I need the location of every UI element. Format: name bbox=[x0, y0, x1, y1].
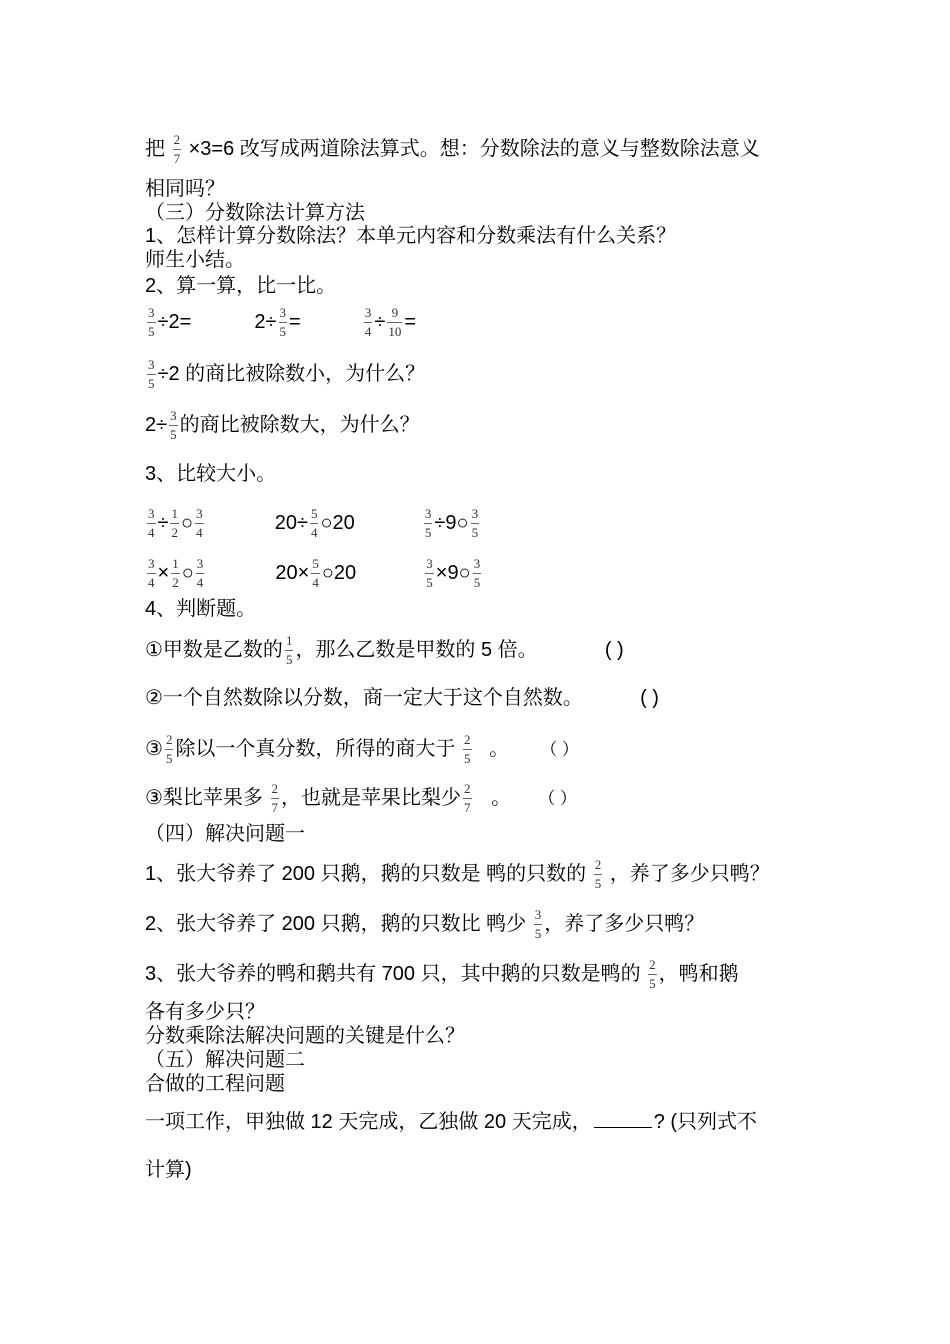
text: 20÷ bbox=[274, 511, 308, 534]
compare-circle: ○ bbox=[181, 561, 194, 584]
work-problem bbox=[145, 1110, 757, 1134]
compare-row-1 bbox=[145, 507, 481, 540]
problem-3-cont: 各有多少只？ bbox=[145, 1001, 265, 1023]
text: ，那么乙数是甲数的 5 倍。 bbox=[295, 638, 538, 661]
work-problem-cont: 计算) bbox=[145, 1159, 192, 1181]
fraction: $\frac{3}{5}$ bbox=[534, 907, 542, 941]
fraction: $\frac{2}{7}$ bbox=[271, 781, 278, 815]
fraction: $\frac{3}{5}$ bbox=[148, 305, 155, 339]
fraction: $\frac{2}{7}$ bbox=[464, 781, 471, 815]
text: 。 bbox=[491, 786, 512, 809]
work-problem-title: 合做的工程问题 bbox=[145, 1073, 285, 1095]
answer-bracket[interactable]: ( ) bbox=[640, 687, 659, 709]
text: = bbox=[289, 310, 301, 333]
section-five-heading: （五）解决问题二 bbox=[145, 1049, 305, 1071]
judge-item-3 bbox=[145, 733, 579, 766]
compare-circle: ○ bbox=[180, 511, 194, 534]
fraction: $\frac{3}{5}$ bbox=[473, 556, 481, 590]
fraction: $\frac{2}{5}$ bbox=[649, 957, 656, 991]
fraction: $\frac{3}{4}$ bbox=[196, 506, 203, 540]
quotient-question-a bbox=[145, 358, 425, 391]
text: ，鸭和鹅 bbox=[658, 962, 739, 985]
section-four-heading: （四）解决问题一 bbox=[145, 823, 305, 845]
text: 2÷ bbox=[145, 413, 168, 436]
fraction: $\frac{5}{4}$ bbox=[310, 506, 318, 540]
answer-bracket[interactable]: （ ） bbox=[540, 739, 579, 759]
answer-blank[interactable] bbox=[594, 1127, 652, 1128]
fraction: $\frac{3}{5}$ bbox=[471, 506, 479, 540]
quotient-question-b bbox=[145, 409, 420, 442]
problem-3 bbox=[145, 958, 739, 991]
judge-item-1 bbox=[145, 634, 624, 667]
key-question: 分数乘除法解决问题的关键是什么？ bbox=[145, 1025, 465, 1047]
text: 一项工作，甲独做 12 天完成，乙独做 20 天完成， bbox=[145, 1111, 592, 1133]
fraction: $\frac{3}{5}$ bbox=[424, 506, 432, 540]
fraction: $\frac{3}{4}$ bbox=[148, 506, 155, 540]
fraction: $\frac{3}{5}$ bbox=[279, 305, 287, 339]
text: ○20 bbox=[320, 511, 355, 534]
fraction: $\frac{2}{5}$ bbox=[594, 857, 602, 891]
calc-row bbox=[145, 306, 416, 339]
problem-1 bbox=[145, 858, 770, 891]
compare-heading: 3、比较大小。 bbox=[145, 463, 277, 485]
answer-bracket[interactable]: ( ) bbox=[604, 638, 624, 661]
text: ②一个自然数除以分数，商一定大于这个自然数。 bbox=[145, 687, 583, 709]
text: ③ bbox=[145, 737, 163, 760]
text: (只列式不 bbox=[664, 1111, 758, 1133]
fraction: $\frac{3}{4}$ bbox=[196, 556, 204, 590]
text: 2÷ bbox=[254, 310, 277, 333]
text: = bbox=[404, 310, 416, 333]
text: 除以一个真分数，所得的商大于 bbox=[175, 737, 456, 760]
answer-bracket[interactable]: （ ） bbox=[538, 788, 577, 808]
text: ，也就是苹果比梨少 bbox=[281, 786, 461, 809]
rewrite-question-line bbox=[145, 133, 760, 166]
section-three-heading: （三）分数除法计算方法 bbox=[145, 202, 365, 224]
text: ③梨比苹果多 bbox=[145, 786, 263, 809]
text: ×9○ bbox=[435, 561, 471, 584]
text: 的商比被除数大，为什么？ bbox=[179, 413, 420, 436]
text: ，养了多少只鸭？ bbox=[609, 862, 770, 885]
text: 3、张大爷养的鸭和鹅共有 700 只，其中鹅的只数是鸭的 bbox=[145, 962, 641, 985]
compare-row-2 bbox=[145, 557, 483, 590]
text: 2、张大爷养了 200 只鹅，鹅的只数比 鸭少 bbox=[145, 912, 527, 935]
text: 把 bbox=[145, 137, 165, 160]
fraction: $\frac{3}{4}$ bbox=[364, 305, 372, 339]
fraction: $\frac{3}{5}$ bbox=[170, 408, 177, 442]
judge-heading: 4、判断题。 bbox=[145, 598, 257, 620]
fraction: $\frac{1}{5}$ bbox=[285, 633, 293, 667]
text: ÷9○ bbox=[434, 511, 469, 534]
text: ÷ bbox=[157, 511, 169, 534]
fraction: $\frac{5}{4}$ bbox=[312, 556, 319, 590]
text: 。 bbox=[489, 737, 510, 760]
text: 1、张大爷养了 200 只鹅，鹅的只数是 鸭的只数的 bbox=[145, 862, 587, 885]
fraction: $\frac{2}{7}$ bbox=[173, 132, 181, 166]
fraction: $\frac{2}{5}$ bbox=[165, 732, 173, 766]
judge-item-4 bbox=[145, 782, 577, 815]
text: ÷2 的商比被除数小，为什么？ bbox=[157, 362, 426, 385]
fraction: $\frac{9}{10}$ bbox=[388, 305, 402, 339]
text: ，养了多少只鸭？ bbox=[544, 912, 705, 935]
judge-item-2 bbox=[145, 686, 659, 710]
text: ○20 bbox=[321, 561, 357, 584]
fraction: $\frac{3}{5}$ bbox=[426, 556, 433, 590]
text: ÷2= bbox=[157, 310, 192, 333]
text: ? bbox=[653, 1111, 665, 1133]
question-1: 1、怎样计算分数除法？本单元内容和分数乘法有什么关系？ bbox=[145, 225, 677, 247]
text: ÷ bbox=[374, 310, 386, 333]
text: ×3=6 改写成两道除法算式。想：分数除法的意义与整数除法意义 bbox=[188, 137, 760, 160]
fraction: $\frac{2}{5}$ bbox=[464, 732, 471, 766]
fraction: $\frac{1}{2}$ bbox=[171, 506, 178, 540]
fraction: $\frac{3}{5}$ bbox=[148, 357, 155, 391]
fraction: $\frac{3}{4}$ bbox=[148, 556, 155, 590]
text: 20× bbox=[275, 561, 310, 584]
text: × bbox=[157, 561, 170, 584]
question-2-heading: 2、算一算，比一比。 bbox=[145, 275, 337, 297]
fraction: $\frac{1}{2}$ bbox=[172, 556, 179, 590]
text: ①甲数是乙数的 bbox=[145, 638, 283, 661]
problem-2 bbox=[145, 908, 704, 941]
rewrite-question-cont: 相同吗？ bbox=[145, 178, 225, 200]
summary-line: 师生小结。 bbox=[145, 249, 245, 271]
